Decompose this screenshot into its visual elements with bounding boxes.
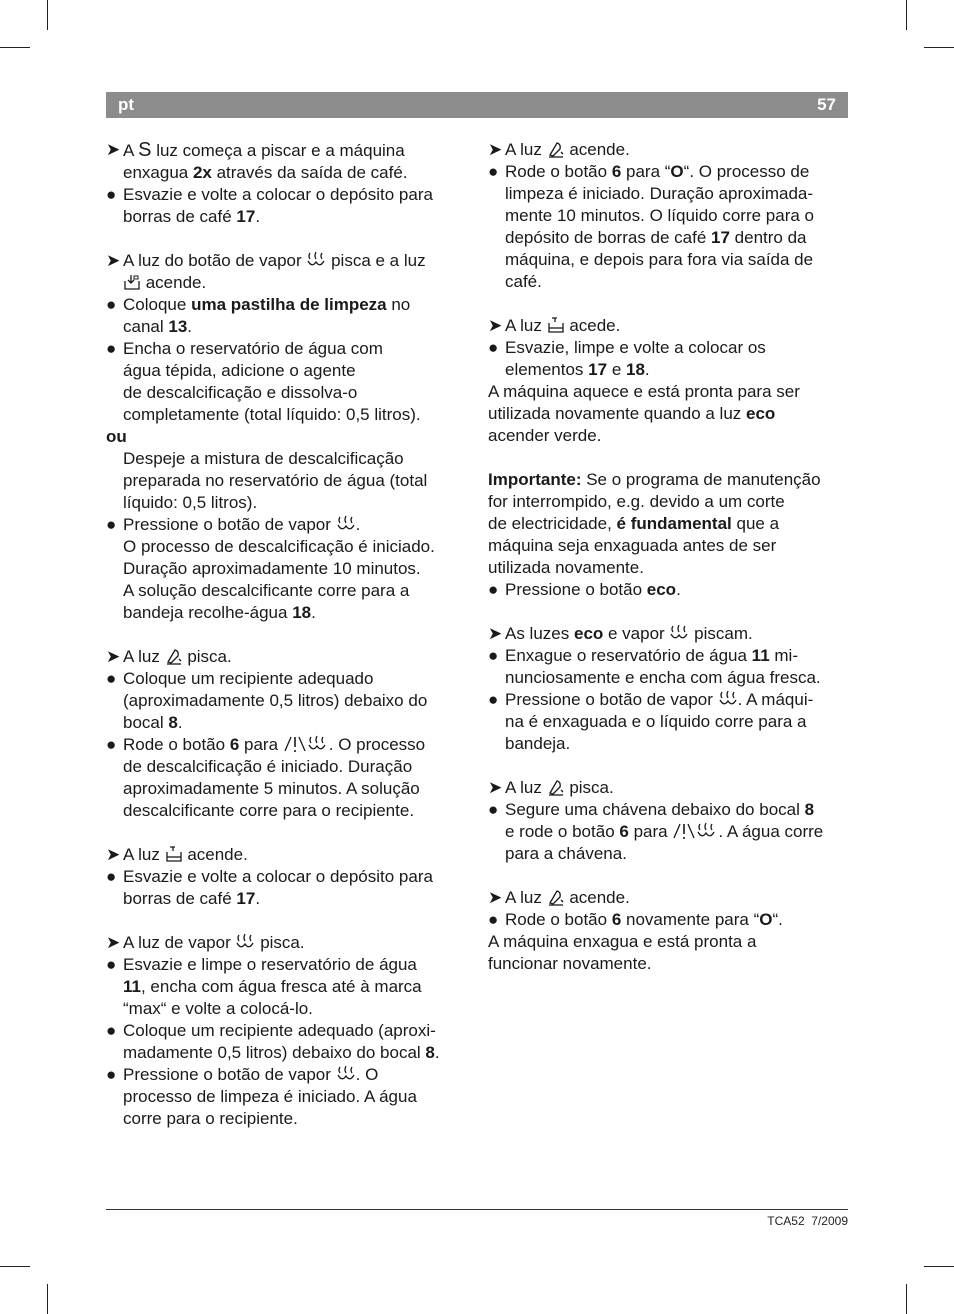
steam-icon <box>669 624 689 642</box>
text-line: acender verde. <box>488 426 602 445</box>
bullet-line: ● Coloque uma pastilha de limpeza no <box>106 295 411 314</box>
step-line: ➤ A luz do botão de vapor pisca e a luz <box>106 251 426 270</box>
text-line: utilizada novamente. <box>488 558 644 577</box>
steam-icon <box>336 1065 356 1083</box>
arrow-icon: ➤ <box>106 140 121 159</box>
page-number: 57 <box>817 95 836 114</box>
bullet-icon: ● <box>106 735 117 754</box>
bullet-icon: ● <box>488 162 499 181</box>
page-header <box>106 92 848 118</box>
bullet-icon: ● <box>106 295 117 314</box>
bullet-line: ● Esvazie, limpe e volte a colocar os <box>488 338 766 357</box>
arrow-icon: ➤ <box>106 845 121 864</box>
bullet-icon: ● <box>106 515 117 534</box>
bullet-line: ● Esvazie e volte a colocar o depósito para <box>106 185 433 204</box>
text-line: Duração aproximadamente 10 minutos. <box>123 559 421 578</box>
bullet-icon: ● <box>106 867 117 886</box>
bullet-line: ● Pressione o botão de vapor . <box>106 515 361 534</box>
grounds-container-icon <box>547 316 565 334</box>
text-line: mente 10 minutos. O líquido corre para o <box>505 206 814 225</box>
important-note: Importante: Se o programa de manutenção <box>488 470 821 489</box>
text-line: na é enxaguada e o líquido corre para a <box>505 712 807 731</box>
text-line: canal 13. <box>123 317 193 336</box>
step-line: ➤ As luzes eco e vapor piscam. <box>488 624 753 643</box>
language-code: pt <box>118 95 135 114</box>
text-line: café. <box>505 272 542 291</box>
bullet-icon: ● <box>488 800 499 819</box>
text-line: de descalcificação e dissolva-o <box>123 383 358 402</box>
bullet-icon: ● <box>488 910 499 929</box>
text-line: para a chávena. <box>505 844 627 863</box>
bullet-icon: ● <box>488 580 499 599</box>
arrow-icon: ➤ <box>106 933 121 952</box>
step-line: ➤ A luz acende. <box>488 888 630 907</box>
arrow-icon: ➤ <box>488 316 503 335</box>
right-column <box>488 139 852 975</box>
descale-icon <box>547 140 565 158</box>
footer-divider <box>106 1209 848 1210</box>
arrow-icon: ➤ <box>488 624 503 643</box>
arrow-icon: ➤ <box>106 647 121 666</box>
arrow-icon: ➤ <box>106 251 121 270</box>
text-line: elementos 17 e 18. <box>505 360 650 379</box>
model-code: TCA52 <box>767 1214 805 1228</box>
text-line: de descalcificação é iniciado. Duração <box>123 757 413 776</box>
text-line: bandeja. <box>505 734 571 753</box>
hot-water-steam-icon <box>283 735 329 753</box>
bullet-icon: ● <box>106 669 117 688</box>
text-line: “max“ e volte a colocá-lo. <box>123 999 313 1018</box>
arrow-icon: ➤ <box>488 778 503 797</box>
bullet-icon: ● <box>488 690 499 709</box>
text-line: borras de café 17. <box>123 889 261 908</box>
text-line: líquido: 0,5 litros). <box>123 493 258 512</box>
steam-icon <box>336 515 356 533</box>
descale-icon <box>165 647 183 665</box>
bullet-icon: ● <box>106 1021 117 1040</box>
text-line: processo de limpeza é iniciado. A água <box>123 1087 417 1106</box>
step-line: ➤ A luz de vapor pisca. <box>106 933 305 952</box>
crop-mark <box>924 47 954 48</box>
text-line: limpeza é iniciado. Duração aproximada- <box>505 184 814 203</box>
step-line: ➤ A luz pisca. <box>106 647 232 666</box>
crop-mark <box>0 1266 30 1267</box>
step-line: ➤ A luz acende. <box>488 140 630 159</box>
text-line: máquina seja enxaguada antes de ser <box>488 536 777 555</box>
text-line: de electricidade, é fundamental que a <box>488 514 780 533</box>
text-line: e rode o botão 6 para . A água corre <box>505 822 824 841</box>
text-line: bandeja recolhe-água 18. <box>123 603 316 622</box>
bullet-icon: ● <box>106 955 117 974</box>
text-line: completamente (total líquido: 0,5 litros). <box>123 405 421 424</box>
steam-icon <box>718 690 738 708</box>
bullet-line: ● Rode o botão 6 para “O“. O processo de <box>488 162 810 181</box>
bullet-line: ● Pressione o botão de vapor . O <box>106 1065 379 1084</box>
bullet-icon: ● <box>488 338 499 357</box>
arrow-icon: ➤ <box>488 888 503 907</box>
text-line: for interrompido, e.g. devido a um corte <box>488 492 785 511</box>
bullet-line: ● Esvazie e volte a colocar o depósito para <box>106 867 433 886</box>
footer-info <box>767 1214 848 1228</box>
text-line: 11, encha com água fresca até à marca <box>123 977 422 996</box>
bullet-line: ● Pressione o botão de vapor . A máqui- <box>488 690 814 709</box>
grounds-container-icon <box>165 845 183 863</box>
bullet-line: ● Rode o botão 6 novamente para “O“. <box>488 910 783 929</box>
bullet-icon: ● <box>106 1065 117 1084</box>
text-line: nunciosamente e encha com água fresca. <box>505 668 821 687</box>
bullet-line: ● Coloque um recipiente adequado (aproxi- <box>106 1021 436 1040</box>
steam-icon <box>306 251 326 269</box>
print-date: 7/2009 <box>811 1214 848 1228</box>
bullet-icon: ● <box>106 339 117 358</box>
crop-mark <box>906 1284 907 1314</box>
bullet-line: ● Enxague o reservatório de água 11 mi- <box>488 646 798 665</box>
text-line: preparada no reservatório de água (total <box>123 471 428 490</box>
cleaning-tablet-icon <box>123 273 141 291</box>
text-line: A máquina aquece e está pronta para ser <box>488 382 800 401</box>
left-column <box>106 139 474 1130</box>
crop-mark <box>0 47 30 48</box>
arrow-icon: ➤ <box>488 140 503 159</box>
text-line: depósito de borras de café 17 dentro da <box>505 228 807 247</box>
step-line: ➤ A luz acende. <box>106 845 248 864</box>
text-line: enxagua 2x através da saída de café. <box>123 163 408 182</box>
text-line: (aproximadamente 0,5 litros) debaixo do <box>123 691 428 710</box>
text-line: borras de café 17. <box>123 207 261 226</box>
s-light-icon: S <box>138 139 152 161</box>
text-line: corre para o recipiente. <box>123 1109 298 1128</box>
bullet-line: ● Pressione o botão eco. <box>488 580 681 599</box>
crop-mark <box>47 0 48 30</box>
descale-icon <box>547 888 565 906</box>
step-line: ➤ A S luz começa a piscar e a máquina <box>106 139 405 161</box>
text-line: acende. <box>106 272 474 294</box>
text-line: bocal 8. <box>123 713 183 732</box>
text-line: funcionar novamente. <box>488 954 652 973</box>
text-line: A solução descalcificante corre para a <box>123 581 410 600</box>
step-line: ➤ A luz acede. <box>488 316 621 335</box>
text-line: máquina, e depois para fora via saída de <box>505 250 814 269</box>
crop-mark <box>924 1266 954 1267</box>
crop-mark <box>47 1284 48 1314</box>
descale-icon <box>547 778 565 796</box>
bullet-icon: ● <box>106 185 117 204</box>
or-label: ou <box>106 427 127 446</box>
crop-mark <box>906 0 907 30</box>
bullet-line: ● Encha o reservatório de água com <box>106 339 383 358</box>
text-line: utilizada novamente quando a luz eco <box>488 404 776 423</box>
text-line: A máquina enxagua e está pronta a <box>488 932 757 951</box>
bullet-line: ● Rode o botão 6 para . O processo <box>106 735 426 754</box>
text-line: aproximadamente 5 minutos. A solução <box>123 779 420 798</box>
text-line: água tépida, adicione o agente <box>123 361 356 380</box>
steam-icon <box>235 933 255 951</box>
step-line: ➤ A luz pisca. <box>488 778 614 797</box>
bullet-line: ● Segure uma chávena debaixo do bocal 8 <box>488 800 815 819</box>
bullet-line: ● Esvazie e limpe o reservatório de água <box>106 955 417 974</box>
hot-water-steam-icon <box>672 822 718 840</box>
text-line: descalcificante corre para o recipiente. <box>123 801 415 820</box>
text-line: madamente 0,5 litros) debaixo do bocal 8. <box>123 1043 440 1062</box>
bullet-icon: ● <box>488 646 499 665</box>
bullet-line: ● Coloque um recipiente adequado <box>106 669 374 688</box>
text-line: O processo de descalcificação é iniciado. <box>123 537 435 556</box>
text-line: Despeje a mistura de descalcificação <box>123 449 404 468</box>
